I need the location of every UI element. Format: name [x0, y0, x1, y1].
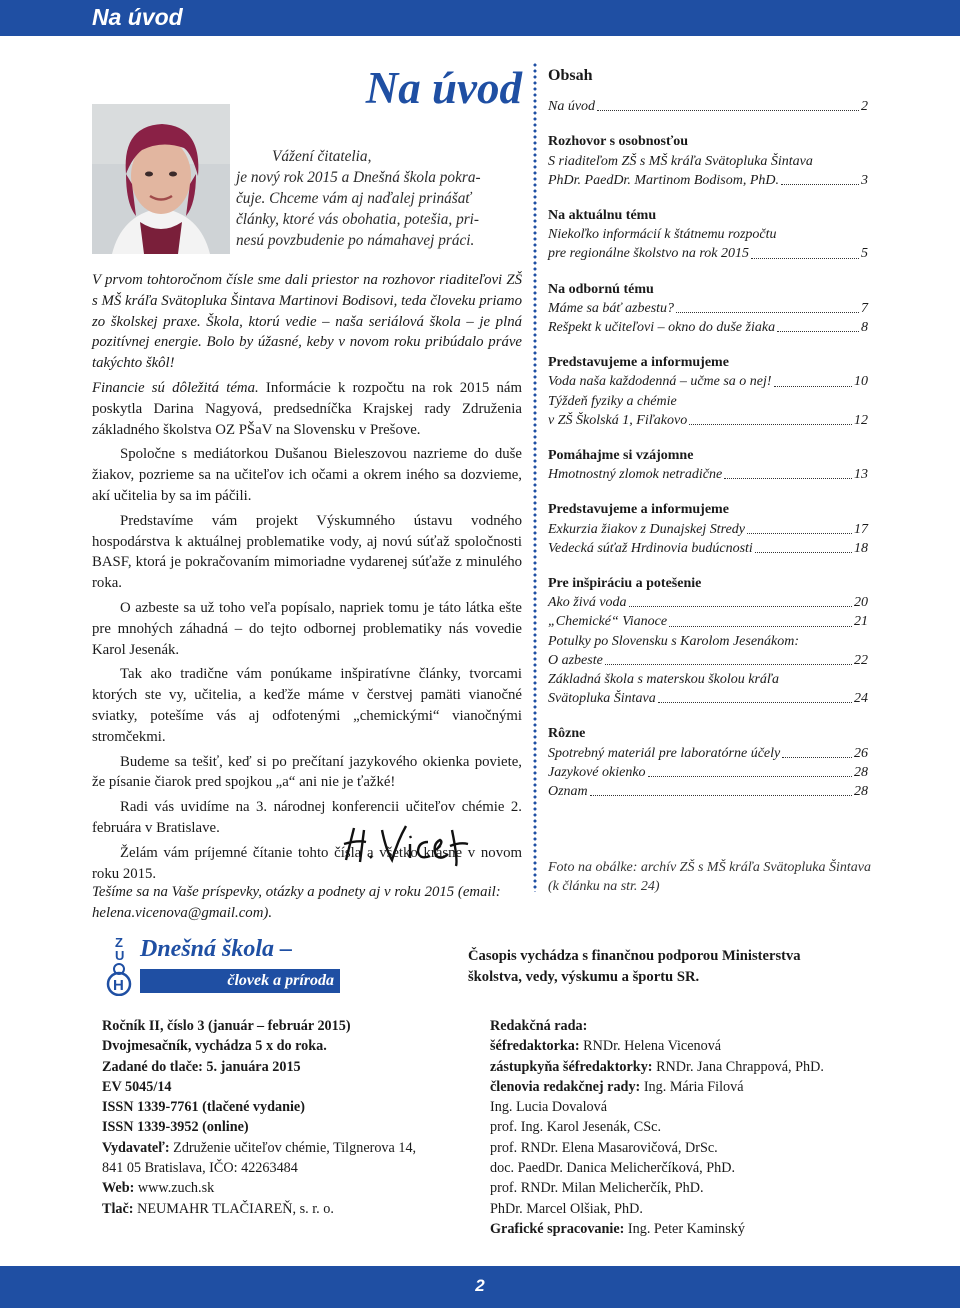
- toc-entry-label: Voda naša každodenná – učme sa o nej!: [548, 374, 772, 390]
- toc-leader: [648, 763, 852, 777]
- imprint-line: [102, 1016, 472, 1036]
- toc-section-title: Rozhovor s osobnosťou: [548, 134, 689, 150]
- toc-section-title: Pomáhajme si vzájomne: [548, 448, 694, 464]
- toc-page-number: 10: [854, 374, 868, 390]
- imprint-line: [490, 1199, 870, 1219]
- toc-section: [548, 132, 868, 190]
- toc-entry-label: Rešpekt k učiteľovi – okno do duše žiaka: [548, 320, 776, 336]
- toc-page-number: 26: [854, 745, 868, 761]
- toc-entry-label: Jazykové okienko: [548, 764, 646, 780]
- article-paragraph: [92, 270, 522, 374]
- imprint-line: [490, 1097, 870, 1117]
- header-bar: [0, 0, 960, 36]
- imprint-line: [102, 1117, 472, 1137]
- imprint-value: Združenie učiteľov chémie, Tilgnerova 14,: [169, 1139, 417, 1156]
- logo-subtitle: človek a príroda: [227, 972, 334, 989]
- imprint-line: [102, 1158, 472, 1178]
- toc-leader: [597, 97, 859, 111]
- toc-leader: [777, 318, 859, 332]
- portrait-photo: [92, 104, 230, 254]
- toc-section: [548, 724, 868, 801]
- toc-section: [548, 500, 868, 558]
- greeting-line: články, ktoré vás obohatia, potešia, pri-: [236, 211, 480, 228]
- toc-leader: [781, 171, 859, 185]
- toc-section-title: Na aktuálnu tému: [548, 208, 657, 224]
- toc-entry-label: Spotrebný materiál pre laboratórne účely: [548, 745, 781, 761]
- contact-note: Tešíme sa na Vaše príspevky, otázky a podnety aj v roku 2015 (email: helena.vicenova@gmail.com).: [92, 884, 501, 921]
- imprint-publication: [102, 1016, 472, 1219]
- toc-page-number: 2: [861, 99, 868, 115]
- toc-section: [548, 97, 868, 116]
- greeting-line: Vážení čitatelia,: [272, 148, 372, 165]
- toc-leader: [774, 372, 852, 386]
- toc-page-number: 7: [861, 300, 868, 316]
- toc-entry-line: Niekoľko informácií k štátnemu rozpočtu: [548, 227, 777, 243]
- article-title: Na úvod: [365, 63, 522, 113]
- imprint-value: PhDr. Marcel Olšiak, PhD.: [490, 1200, 643, 1217]
- imprint-value: RNDr. Jana Chrappová, PhD.: [652, 1058, 824, 1075]
- logo-subtitle-band: [140, 969, 340, 993]
- imprint-value: prof. RNDr. Elena Masarovičová, DrSc.: [490, 1139, 718, 1156]
- page-number: 2: [475, 1276, 485, 1295]
- toc-leader: [605, 651, 852, 665]
- imprint-editorial-board: [490, 1016, 870, 1239]
- toc-section-title: Rôzne: [548, 726, 586, 742]
- toc-entry[interactable]: [548, 372, 868, 391]
- toc-page-number: 21: [854, 614, 868, 630]
- toc-page-number: 22: [854, 652, 868, 668]
- toc-entry[interactable]: [548, 689, 868, 708]
- toc-section: [548, 574, 868, 708]
- paragraph-text: Budeme sa tešiť, keď si po prečítaní jazykového okienka poviete, že písanie čiarok pred spojkou „a“ ani nie je ťažké!: [92, 753, 522, 791]
- toc-entry-line: Základná škola s materskou školou kráľa: [548, 672, 780, 688]
- paragraph-text: Financie sú dôležitá téma.: [92, 379, 259, 396]
- toc-entry-line: S riaditeľom ZŠ s MŠ kráľa Svätopluka Šintava: [548, 153, 813, 169]
- toc-entry-label: Svätopluka Šintava: [548, 691, 656, 707]
- greeting-line: nesú povzbudenie po námahavej práci.: [236, 232, 475, 249]
- greeting-line: je nový rok 2015 a Dnešná škola pokra-: [236, 169, 481, 186]
- toc-heading: Obsah: [548, 67, 593, 84]
- greeting-line: čuje. Chceme vám aj naďalej prinášať: [236, 190, 471, 207]
- imprint-value: Ing. Mária Filová: [640, 1078, 744, 1095]
- imprint-label: Vydavateľ:: [102, 1139, 170, 1156]
- toc-leader: [676, 299, 859, 313]
- imprint-label: Web:: [102, 1180, 135, 1197]
- toc-leader: [747, 520, 852, 534]
- imprint-value: prof. RNDr. Milan Melicherčík, PhD.: [490, 1180, 704, 1197]
- toc-entry-label: pre regionálne školstvo na rok 2015: [548, 246, 750, 262]
- imprint-line: [102, 1036, 472, 1056]
- toc-leader: [689, 411, 852, 425]
- imprint-value: doc. PaedDr. Danica Melicherčíková, PhD.: [490, 1160, 736, 1177]
- imprint-value: NEUMAHR TLAČIAREŇ, s. r. o.: [133, 1200, 334, 1217]
- toc-page-number: 17: [854, 521, 868, 537]
- imprint-line: [490, 1178, 870, 1198]
- toc-entry[interactable]: [548, 244, 868, 263]
- imprint-label: ISSN 1339-3952 (online): [102, 1119, 249, 1136]
- imprint-label: Grafické spracovanie:: [490, 1220, 625, 1237]
- toc-section-title: Pre inšpiráciu a potešenie: [548, 576, 702, 592]
- toc-entry[interactable]: [548, 171, 868, 190]
- logo-title: Dnešná škola –: [140, 936, 293, 962]
- article-paragraph: [92, 511, 522, 594]
- toc-leader: [629, 593, 852, 607]
- imprint-label: zástupkyňa šéfredaktorky:: [490, 1058, 653, 1075]
- toc-entry[interactable]: [548, 97, 868, 116]
- imprint-label: Ročník II, číslo 3 (január – február 2015): [102, 1018, 351, 1034]
- toc-entry-label: Oznam: [548, 784, 588, 800]
- imprint-line: [102, 1057, 472, 1077]
- toc-entry[interactable]: [548, 763, 868, 782]
- imprint-label: členovia redakčnej rady:: [490, 1078, 641, 1095]
- toc-leader: [658, 689, 852, 703]
- imprint-value: Ing. Peter Kaminský: [624, 1220, 745, 1237]
- toc-entry-label: Máme sa báť azbestu?: [548, 300, 675, 316]
- dotted-divider: [533, 62, 537, 892]
- paragraph-text: O azbeste sa už toho veľa popísalo, napriek tomu je táto látka ešte pre mnohých záhadná – do tejto odbornej problematiky nás vovedie Karol Jesenák.: [92, 599, 522, 658]
- imprint-label: ISSN 1339-7761 (tlačené vydanie): [102, 1099, 305, 1116]
- toc-leader: [590, 782, 852, 796]
- toc-leader: [751, 244, 859, 258]
- imprint-line: [102, 1178, 472, 1198]
- imprint-label: Redakčná rada:: [490, 1018, 588, 1034]
- toc-entry-label: „Chemické“ Vianoce: [548, 614, 668, 630]
- toc-entry[interactable]: [548, 520, 868, 539]
- toc-page-number: 12: [854, 412, 868, 428]
- toc-page-number: 20: [854, 595, 868, 611]
- toc-entry[interactable]: [548, 539, 868, 558]
- imprint-line: [490, 1219, 870, 1239]
- article-paragraph: [92, 752, 522, 794]
- toc-entry[interactable]: [548, 612, 868, 631]
- greeting: [236, 146, 522, 251]
- paragraph-text: V prvom tohtoročnom čísle sme dali priestor na rozhovor riaditeľovi ZŠ s MŠ kráľa Svätopluka Šintava Martinovi Bodisovi, teda človeku priamo zo školskej praxe. Škola, ktorú vedie – naša seriálová škola – je plná pozitívnej energie. Bolo by úžasné, keby v novom roku pribúdalo práve takýchto škôl!: [92, 272, 522, 372]
- cover-photo-note: Foto na obálke: archív ZŠ s MŠ kráľa Svätopluka Šintava (k článku na str. 24): [548, 860, 872, 894]
- imprint-line: [102, 1097, 472, 1117]
- toc-entry[interactable]: [548, 593, 868, 612]
- imprint-line: [490, 1036, 870, 1056]
- handwritten-signature: [340, 820, 480, 870]
- toc-entry[interactable]: [548, 744, 868, 763]
- toc-section: [548, 206, 868, 264]
- imprint-label: Zadané do tlače: 5. januára 2015: [102, 1058, 301, 1075]
- article-paragraph: [92, 378, 522, 440]
- toc-entry[interactable]: [548, 782, 868, 801]
- toc-page-number: 24: [854, 691, 868, 707]
- paragraph-text: Želám vám príjemné čítanie tohto čísla a všetko krásne v novom roku 2015.: [92, 844, 522, 882]
- imprint-label: Tlač:: [102, 1200, 134, 1217]
- table-of-contents: [548, 66, 868, 817]
- svg-text:H: H: [113, 977, 124, 994]
- toc-entry-label: Vedecká súťaž Hrdinovia budúcnosti: [548, 540, 753, 556]
- imprint-value: www.zuch.sk: [134, 1180, 215, 1197]
- toc-leader: [755, 539, 852, 553]
- toc-entry-label: PhDr. PaedDr. Martinom Bodisom, PhD.: [548, 172, 779, 188]
- imprint-value: RNDr. Helena Vicenová: [579, 1038, 722, 1055]
- imprint-line: [490, 1077, 870, 1097]
- toc-section-title: Predstavujeme a informujeme: [548, 502, 729, 518]
- article-paragraph: [92, 444, 522, 506]
- toc-entry-label: Exkurzia žiakov z Dunajskej Stredy: [548, 521, 745, 537]
- header-title: Na úvod: [92, 4, 183, 30]
- paragraph-text-rest: Informácie k rozpočtu na rok 2015 nám poskytla Darina Nagyová, predsedníčka Krajskej rady Združenia základného školstva OZ PŠaV na Slovensku v Prešove.: [92, 379, 522, 438]
- svg-text:U: U: [115, 948, 125, 963]
- imprint-line: [102, 1138, 472, 1158]
- toc-page-number: 28: [854, 784, 868, 800]
- paragraph-text: Spoločne s mediátorkou Dušanou Bieleszovou nazrieme do duše žiakov, pozrieme sa na učiteľov ich očami a okrem iného sa dozvieme, akí učitelia by sa im páčili.: [92, 446, 522, 504]
- toc-entry[interactable]: [548, 465, 868, 484]
- imprint-label: šéfredaktorka:: [490, 1038, 580, 1055]
- toc-section: [548, 446, 868, 484]
- toc-page-number: 18: [854, 540, 868, 556]
- toc-page-number: 3: [861, 172, 868, 188]
- toc-page-number: 28: [854, 764, 868, 780]
- toc-entry[interactable]: [548, 318, 868, 337]
- imprint-line: [490, 1117, 870, 1137]
- funding-note: Časopis vychádza s finančnou podporou Ministerstva školstva, vedy, výskumu a športu SR.: [468, 948, 801, 985]
- paragraph-text: Predstavíme vám projekt Výskumného ústavu vodného hospodárstva k aktuálnej problematike vody, aj novú súťaž spoločnosti BASF, ktorá je pokračovaním mimoriadne vydarenej súťaže z minulého roka.: [92, 512, 522, 592]
- toc-entry-line: Týždeň fyziky a chémie: [548, 393, 677, 409]
- imprint-value: prof. Ing. Karol Jesenák, CSc.: [490, 1119, 661, 1136]
- imprint-line: [490, 1138, 870, 1158]
- toc-section: [548, 353, 868, 430]
- article-body: [92, 270, 522, 888]
- toc-entry[interactable]: [548, 411, 868, 430]
- imprint-value: Ing. Lucia Dovalová: [490, 1099, 608, 1116]
- toc-section: [548, 280, 868, 338]
- imprint-line: [102, 1199, 472, 1219]
- toc-entry-label: Na úvod: [548, 99, 596, 115]
- imprint-label: EV 5045/14: [102, 1078, 172, 1095]
- imprint-line: [102, 1077, 472, 1097]
- imprint-label: Dvojmesačník, vychádza 5 x do roka.: [102, 1038, 327, 1055]
- article-paragraph: [92, 664, 522, 747]
- toc-section-title: Predstavujeme a informujeme: [548, 355, 729, 371]
- article-paragraph: [92, 598, 522, 660]
- toc-entry-label: O azbeste: [548, 652, 603, 668]
- toc-entry[interactable]: [548, 299, 868, 318]
- toc-page-number: 8: [861, 320, 868, 336]
- imprint-value: 841 05 Bratislava, IČO: 42263484: [102, 1160, 298, 1177]
- toc-section-title: Na odbornú tému: [548, 281, 654, 297]
- svg-text:Z: Z: [115, 935, 123, 950]
- toc-page-number: 5: [861, 246, 868, 262]
- paragraph-text: Radi vás uvidíme na 3. národnej konferencii učiteľov chémie 2. februára v Bratislave.: [92, 799, 522, 836]
- toc-leader: [724, 465, 852, 479]
- paragraph-text: Tak ako tradične vám ponúkame inšpiratívne články, tvorcami ktorých ste vy, učitelia, a keďže máme v čerstvej pamäti vianočné sviatky, potešíme vás aj odfotenými „chemickými“ vianočnými stromčekmi.: [92, 666, 522, 745]
- imprint-line: [490, 1016, 870, 1036]
- toc-entry-label: v ZŠ Školská 1, Fiľakovo: [548, 412, 688, 428]
- toc-page-number: 13: [854, 467, 868, 483]
- toc-leader: [669, 612, 852, 626]
- imprint-line: [490, 1158, 870, 1178]
- imprint-line: [490, 1057, 870, 1077]
- toc-entry-label: Hmotnostný zlomok netradične: [548, 467, 723, 483]
- toc-entry[interactable]: [548, 651, 868, 670]
- toc-entry-label: Ako živá voda: [548, 595, 627, 611]
- toc-leader: [782, 744, 852, 758]
- toc-entry-line: Potulky po Slovensku s Karolom Jesenákom:: [548, 633, 800, 649]
